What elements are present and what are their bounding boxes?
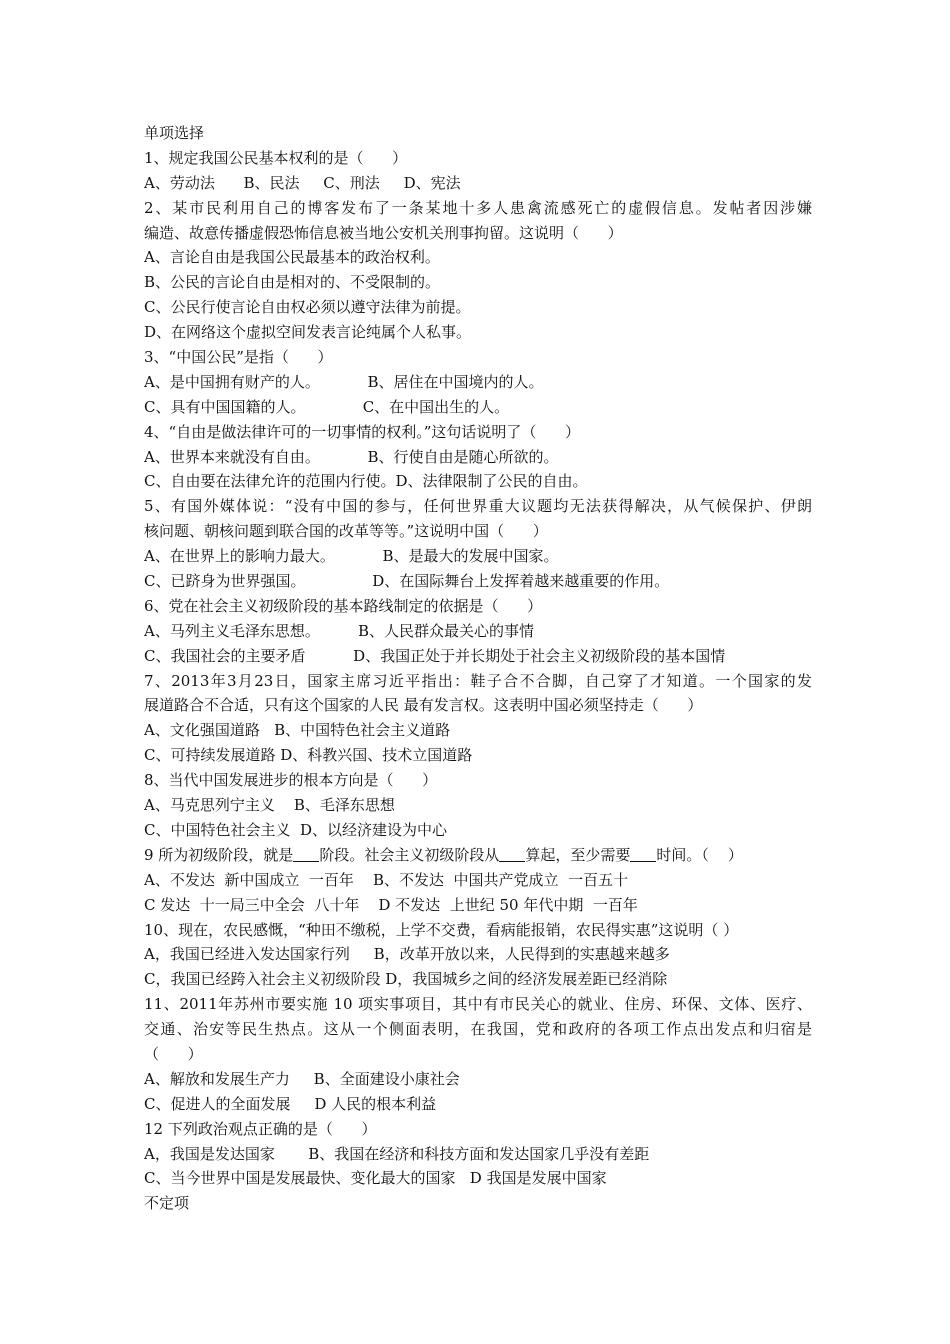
q10-stem: 10、现在，农民感慨，“种田不缴税，上学不交费，看病能报销，农民得实惠”这说明（ ）	[144, 920, 739, 939]
q7-stem-line2: 展道路合不合适，只有这个国家的人民 最有发言权。这表明中国必须坚持走（ ）	[144, 696, 703, 715]
q6-options-ab: A、马列主义毛泽东思想。 B、人民群众最关心的事情	[144, 621, 535, 640]
q2-stem-line1: 2、某市民利用自己的博客发布了一条某地十多人患禽流感死亡的虚假信息。发帖者因涉嫌	[144, 198, 812, 217]
q4-options-ab: A、世界本来就没有自由。 B、行使自由是随心所欲的。	[144, 447, 559, 466]
q1-stem: 1、规定我国公民基本权利的是（ ）	[144, 148, 408, 167]
q6-options-cd: C、我国社会的主要矛盾 D、我国正处于并长期处于社会主义初级阶段的基本国情	[144, 646, 726, 665]
q5-stem-line2: 核问题、朝核问题到联合国的改革等等。”这说明中国（ ）	[144, 522, 548, 541]
q2-option-b: B、公民的言论自由是相对的、不受限制的。	[144, 273, 441, 292]
q2-option-c: C、公民行使言论自由权必须以遵守法律为前提。	[144, 298, 471, 317]
q5-options-ab: A、在世界上的影响力最大。 B、是最大的发展中国家。	[144, 547, 559, 566]
q4-options-cd: C、自由要在法律允许的范围内行使。D、法律限制了公民的自由。	[144, 472, 588, 491]
q11-stem-line2: 交通、治安等民生热点。这从一个侧面表明，在我国，党和政府的各项工作点出发点和归宿是	[144, 1020, 812, 1039]
q7-options-ab: A、文化强国道路 B、中国特色社会主义道路	[144, 721, 451, 740]
q5-options-cd: C、已跻身为世界强国。 D、在国际舞台上发挥着越来越重要的作用。	[144, 572, 670, 591]
q3-options-ab: A、是中国拥有财产的人。 B、居住在中国境内的人。	[144, 372, 544, 391]
q10-options-cd: C，我国已经跨入社会主义初级阶段 D，我国城乡之间的经济发展差距已经消除	[144, 970, 668, 989]
q9-stem-part3: 算起，至少需要	[525, 845, 631, 864]
q8-stem: 8、当代中国发展进步的根本方向是（ ）	[144, 771, 438, 790]
q12-options-cd: C、当今世界中国是发展最快、变化最大的国家 D 我国是发展中国家	[144, 1169, 607, 1188]
q5-stem-line1: 5、有国外媒体说：“没有中国的参与，任何世界重大议题均无法获得解决，从气候保护、伊朗	[144, 497, 812, 516]
q9-blank-3	[630, 847, 656, 862]
q11-options-cd: C、促进人的全面发展 D 人民的根本利益	[144, 1094, 437, 1113]
q2-stem-line2: 编造、故意传播虚假恐怖信息被当地公安机关刑事拘留。这说明（ ）	[144, 223, 623, 242]
q12-stem: 12 下列政治观点正确的是（ ）	[144, 1119, 377, 1138]
section-heading-single-choice: 单项选择	[144, 124, 205, 142]
q2-option-d: D、在网络这个虚拟空间发表言论纯属个人私事。	[144, 323, 472, 342]
q9-blank-2	[499, 847, 525, 862]
q8-options-cd: C、中国特色社会主义 D、以经济建设为中心	[144, 820, 448, 839]
q9-options-cd: C 发达 十一局三中全会 八十年 D 不发达 上世纪 50 年代中期 一百年	[144, 895, 638, 914]
q9-stem-part1: 9 所为初级阶段，就是	[144, 845, 294, 864]
q11-options-ab: A、解放和发展生产力 B、全面建设小康社会	[144, 1069, 460, 1088]
document-body	[144, 121, 812, 1216]
q9-stem-part4: 时间。（ ）	[656, 845, 743, 864]
q9-options-ab: A、不发达 新中国成立 一百年 B、不发达 中国共产党成立 一百五十	[144, 870, 629, 889]
q11-stem-line1: 11、2011年苏州市要实施 10 项实事项目，其中有市民关心的就业、住房、环保、文体、医疗、	[144, 995, 812, 1014]
q3-options-cd: C、具有中国国籍的人。 C、在中国出生的人。	[144, 397, 510, 416]
q7-options-cd: C、可持续发展道路 D、科教兴国、技术立国道路	[144, 746, 473, 765]
q8-options-ab: A、马克思列宁主义 B、毛泽东思想	[144, 796, 395, 815]
q1-options: A、劳动法 B、民法 C、刑法 D、宪法	[144, 173, 461, 192]
q9-blank-1	[293, 847, 319, 862]
q3-stem: 3、“中国公民”是指（ ）	[144, 348, 333, 367]
q9-stem-part2: 阶段。社会主义初级阶段从	[319, 845, 500, 864]
q4-stem: 4、“自由是做法律许可的一切事情的权利。”这句话说明了（ ）	[144, 422, 580, 441]
q9-stem	[144, 843, 812, 868]
q7-stem-line1: 7、2013年3月23日，国家主席习近平指出：鞋子合不合脚，自己穿了才知道。一个国家的发	[144, 671, 812, 690]
section-heading-multiple-choice: 不定项	[144, 1194, 190, 1213]
q12-options-ab: A，我国是发达国家 B、我国在经济和科技方面和发达国家几乎没有差距	[144, 1144, 650, 1163]
q10-options-ab: A，我国已经进入发达国家行列 B，改革开放以来，人民得到的实惠越来越多	[144, 945, 670, 964]
q11-stem-line3: （ ）	[144, 1044, 203, 1063]
q6-stem: 6、党在社会主义初级阶段的基本路线制定的依据是（ ）	[144, 596, 543, 615]
q2-option-a: A、言论自由是我国公民最基本的政治权利。	[144, 248, 440, 267]
